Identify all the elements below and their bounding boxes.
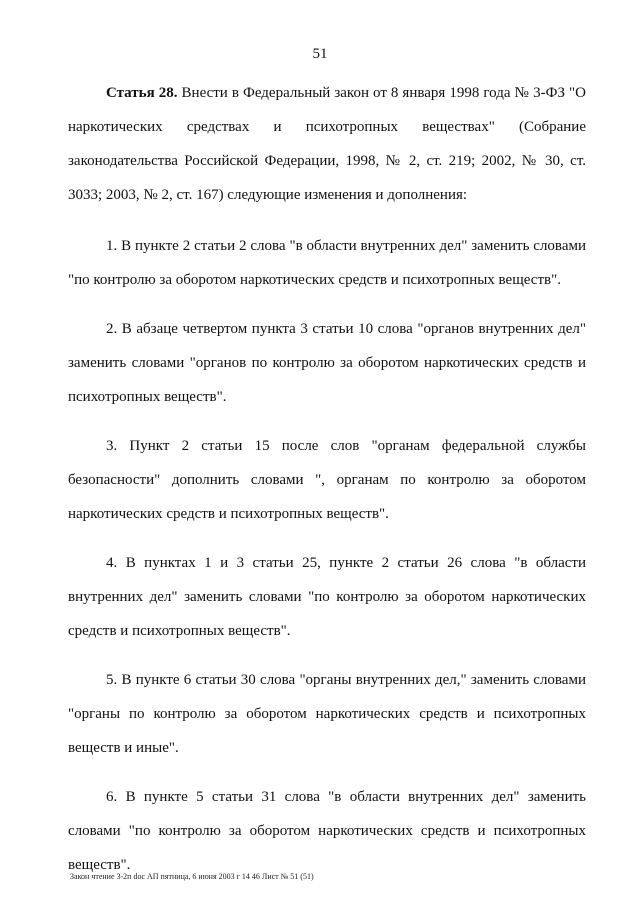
article-intro [68,76,586,212]
page-number: 51 [312,46,328,62]
amendment-item-4: 4. В пунктах 1 и 3 статьи 25, пункте 2 статьи 26 слова "в области внутренних дел" заменить словами "по контролю за оборотом наркотических средств и психотропных веществ". [68,555,586,639]
document-body [68,76,586,897]
amendment-item-5: 5. В пункте 6 статьи 30 слова "органы внутренних дел," заменить словами "органы по контролю за оборотом наркотических средств и психотропных веществ и иные". [68,672,586,756]
amendment-item-6: 6. В пункте 5 статьи 31 слова "в области внутренних дел" заменить словами "по контролю за оборотом наркотических средств и психотропных веществ". [68,789,586,873]
amendment-item-2: 2. В абзаце четвертом пункта 3 статьи 10 слова "органов внутренних дел" заменить словами "органов по контролю за оборотом наркотических средств и психотропных веществ". [68,321,586,405]
article-label: Статья 28. [106,85,178,101]
amendment-item-3: 3. Пункт 2 статьи 15 после слов "органам федеральной службы безопасности" дополнить словами ", органам по контролю за оборотом наркотических средств и психотропных веществ". [68,438,586,522]
amendment-item-1: 1. В пункте 2 статьи 2 слова "в области внутренних дел" заменить словами "по контролю за оборотом наркотических средств и психотропных веществ". [68,238,586,288]
page-footer: Закон чтение 3-2п doc АП пятница, 6 июня 2003 г 14 46 Лист № 51 (51) [70,872,314,881]
article-intro-text: Внести в Федеральный закон от 8 января 1998 года № 3-ФЗ "О наркотических средствах и психотропных веществах" (Собрание законодательства Российской Федерации, 1998, № 2, ст. 219; 2002, № 30, ст. 3033; 2003, № 2, ст. 167) следующие изменения и дополнения: [68,85,586,203]
